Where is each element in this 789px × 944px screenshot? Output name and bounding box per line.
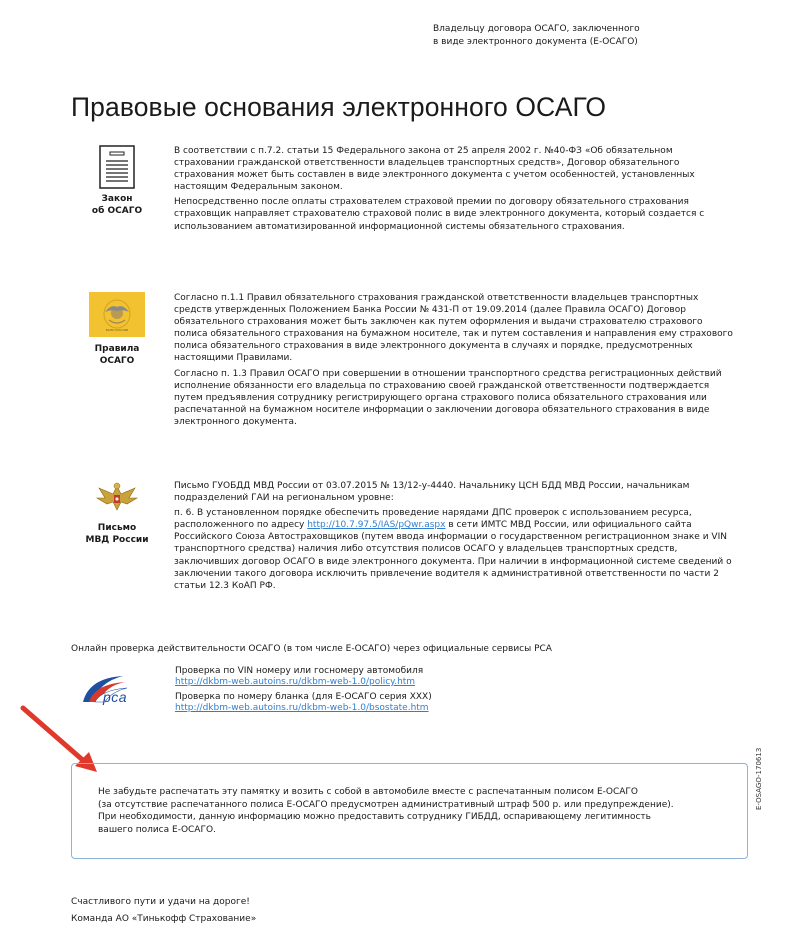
label-line: ОСАГО bbox=[99, 356, 135, 366]
section-rules-body bbox=[174, 292, 734, 431]
section-mvd-body bbox=[174, 480, 734, 595]
section-rules bbox=[71, 292, 731, 457]
label-line: Правила bbox=[94, 344, 140, 354]
paragraph-part: п. 6. В установленном порядке обеспечить проведение нарядами ДПС проверок с использованием ресурса, расположенного по адресу bbox=[174, 508, 692, 531]
mvd-eagle-emblem-icon bbox=[93, 480, 141, 516]
footer-line: Команда АО «Тинькофф Страхование» bbox=[71, 914, 257, 924]
notice-line: Не забудьте распечатать эту памятку и возить с собой в автомобиле вместе с распечатанным полисом Е-ОСАГО bbox=[98, 787, 638, 797]
document-icon bbox=[99, 145, 135, 189]
label-line: Письмо bbox=[97, 523, 137, 533]
header-note bbox=[433, 23, 733, 48]
online-check-list bbox=[175, 666, 432, 718]
paragraph: Письмо ГУОБДД МВД России от 03.07.2015 № 13/12-у-4440. Начальнику ЦСН БДД МВД России, начальникам подразделений ГАИ на региональном уровне: bbox=[174, 481, 690, 504]
section-law-icon-block bbox=[71, 145, 163, 217]
section-mvd-icon-block bbox=[71, 480, 163, 546]
bso-check-link[interactable]: http://dkbm-web.autoins.ru/dkbm-web-1.0/bsostate.htm bbox=[175, 703, 429, 713]
document-code: E-OSAGO-170613 bbox=[755, 747, 763, 810]
mvd-resource-link[interactable]: http://10.7.97.5/IAS/pQwr.aspx bbox=[307, 520, 446, 531]
check-label: Проверка по VIN номеру или госномеру автомобиля bbox=[175, 666, 424, 676]
check-label: Проверка по номеру бланка (для Е-ОСАГО серия ХХХ) bbox=[175, 692, 432, 702]
online-check-heading: Онлайн проверка действительности ОСАГО (в том числе Е-ОСАГО) через официальные сервисы РСА bbox=[71, 644, 552, 654]
rsa-logo-text: рса bbox=[103, 689, 128, 705]
notice-box bbox=[71, 763, 748, 859]
section-mvd bbox=[71, 480, 731, 620]
section-law-body bbox=[174, 145, 734, 236]
notice-line: вашего полиса Е-ОСАГО. bbox=[98, 824, 216, 835]
section-rules-label bbox=[71, 343, 163, 367]
header-note-line: в виде электронного документа (Е-ОСАГО) bbox=[433, 36, 638, 47]
notice-line: При необходимости, данную информацию можно предоставить сотруднику ГИБДД, оспаривающему легитимность bbox=[98, 812, 651, 822]
paragraph-part: в сети ИМТС МВД России, или официального сайта Российского Союза Автостраховщиков (путем ввода информации о государственном регистрационном знаке и VIN транспортного средства) наличия либо отсутствия полисов ОСАГО у владельцев транспортных средств, заключивших договор ОСАГО в виде электронного документа. При наличии в информационной системе сведений о заключении такого договора исключить привлечение водителя к административной ответственности по части 2 статьи 12.3 КоАП РФ. bbox=[174, 520, 732, 591]
paragraph: В соответствии с п.7.2. статьи 15 Федерального закона от 25 апреля 2002 г. №40-ФЗ «Об обязательном страховании гражданской ответственности владельцев транспортных средств», Договор обязательного страхования может быть составлен в виде электронного документа с учетом особенностей, установленных настоящим Федеральным законом. bbox=[174, 146, 695, 193]
label-line: Закон bbox=[101, 194, 133, 204]
label-line: МВД России bbox=[85, 535, 149, 545]
notice-text bbox=[98, 786, 738, 836]
footer-line: Счастливого пути и удачи на дороге! bbox=[71, 897, 250, 907]
paragraph: Согласно п.1.1 Правил обязательного страхования гражданской ответственности владельцев транспортных средств утвержденных Положением Банка России № 431-П от 19.09.2014 (далее Правила ОСАГО) Договор обязательного страхования может быть заключен как путем оформления и выдачи страхователю страхового полиса обязательного страхования на бумажном носителе, так и путем составления и направления ему страхового полиса обязательного страхования в виде электронного документа в случаях и порядке, предусмотренных настоящими Правилами. bbox=[174, 293, 733, 364]
policy-check-link[interactable]: http://dkbm-web.autoins.ru/dkbm-web-1.0/policy.htm bbox=[175, 677, 416, 687]
section-mvd-label bbox=[71, 522, 163, 546]
svg-text:БАНК РОССИИ: БАНК РОССИИ bbox=[105, 328, 129, 332]
list-item bbox=[175, 692, 432, 714]
section-rules-icon-block bbox=[71, 292, 163, 367]
header-note-line: Владельцу договора ОСАГО, заключенного bbox=[433, 24, 640, 34]
bank-of-russia-emblem-icon bbox=[89, 292, 145, 337]
page-title: Правовые основания электронного ОСАГО bbox=[71, 92, 607, 122]
footer bbox=[71, 894, 256, 928]
paragraph: Согласно п. 1.3 Правил ОСАГО при совершении в отношении транспортного средства регистрационных действий исполнение обязанности его владельца по страхованию своей гражданской ответственности подтверждается путем предъявления сотруднику регистрирующего органа страхового полиса обязательного страхования или распечатанной на бумажном носителе информации о заключении договора обязательного страхования в виде электронного документа. bbox=[174, 368, 722, 427]
notice-line: (за отсутствие распечатанного полиса Е-ОСАГО предусмотрен административный штраф 500 р. или предупреждение). bbox=[98, 799, 674, 810]
list-item bbox=[175, 666, 432, 688]
section-law-label bbox=[71, 193, 163, 217]
paragraph: Непосредственно после оплаты страхователем страховой премии по договору обязательного страхования страховщик направляет страхователю страховой полис в виде электронного документа, который создается с использованием автоматизированной информационной системы обязательного страхования. bbox=[174, 197, 705, 232]
paragraph bbox=[174, 507, 734, 592]
label-line: об ОСАГО bbox=[91, 206, 143, 216]
section-law bbox=[71, 145, 731, 275]
